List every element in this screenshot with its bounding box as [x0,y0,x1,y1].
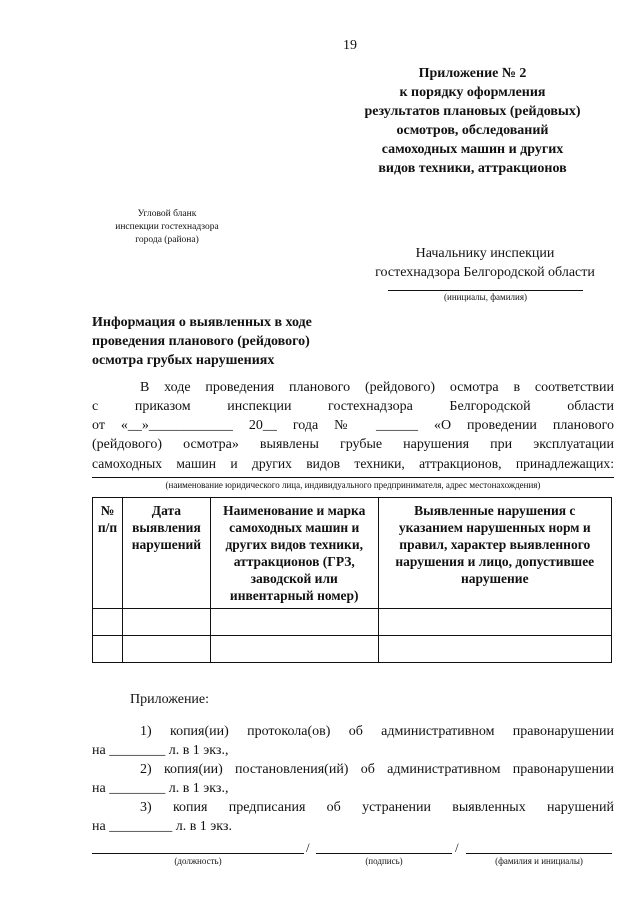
title-line: проведения планового (рейдового) [92,334,310,349]
body-line: самоходных машин и других видов техники, аттракционов, принадлежащих: [92,456,614,471]
appendix-line: к порядку оформления [399,85,546,100]
violations-table [92,497,612,663]
appendix-line: осмотров, обследований [396,123,549,138]
page-number: 19 [343,38,357,53]
recipient-caption: (инициалы, фамилия) [444,292,527,302]
attachments-heading: Приложение: [130,692,210,707]
attachment-item-pages: на ________ л. в 1 экз., [92,743,229,758]
header-number: № п/п [93,498,123,609]
table-cell [378,636,611,663]
corner-stamp-line: Угловой бланк [137,209,197,219]
table-cell [210,636,378,663]
attachment-item-pages: на ________ л. в 1 экз., [92,781,229,796]
appendix-line: видов техники, аттракционов [378,161,567,176]
title-line: Информация о выявленных в ходе [92,315,312,330]
appendix-header [330,64,615,178]
attachment-item: 3) копия предписания об устранении выявленных нарушений [140,800,614,815]
table-cell [378,609,611,636]
corner-stamp-line: города (района) [135,235,199,245]
body-line: В ходе проведения планового (рейдового) осмотра в соответствии [140,380,614,395]
header-date: Дата выявления нарушений [122,498,210,609]
appendix-line: результатов плановых (рейдовых) [364,104,581,119]
document-title [92,313,392,370]
attachment-item: 2) копия(ии) постановления(ий) об административном правонарушении [140,762,614,777]
recipient-name-line [388,290,583,291]
signature-separator: / [306,840,310,855]
name-caption: (фамилия и инициалы) [495,856,583,866]
table-cell [93,609,123,636]
signature-caption: (подпись) [365,856,403,866]
table-header-row [93,498,612,609]
table-row [93,609,612,636]
body-line: от «__»____________ 20__ года № ______ «О проведении планового [92,418,614,433]
position-line [92,853,304,854]
owner-line [92,477,614,478]
table-cell [122,609,210,636]
body-line: с приказом инспекции гостехнадзора Белгородской области [92,399,614,414]
attachment-item: 1) копия(ии) протокола(ов) об административном правонарушении [140,724,614,739]
name-line [466,853,612,854]
body-line: (рейдового) осмотра» выявлены грубые нарушения при эксплуатации [92,437,614,452]
title-line: осмотра грубых нарушениях [92,353,275,368]
table-cell [210,609,378,636]
table-row [93,636,612,663]
appendix-line: Приложение № 2 [418,66,527,81]
table-cell [122,636,210,663]
corner-stamp-line: инспекции гостехнадзора [115,222,219,232]
owner-caption: (наименование юридического лица, индивидуального предпринимателя, адрес местонахождения) [165,480,541,490]
signature-line [316,853,452,854]
signature-separator: / [455,840,459,855]
position-caption: (должность) [174,856,222,866]
header-violations: Выявленные нарушения с указанием нарушенных норм и правил, характер выявленного нарушения и лицо, допустившее нарушение [378,498,611,609]
recipient-line: гостехнадзора Белгородской области [375,265,595,280]
corner-stamp [102,208,232,247]
appendix-line: самоходных машин и других [381,142,564,157]
attachment-item-pages: на _________ л. в 1 экз. [92,819,232,834]
header-machine: Наименование и марка самоходных машин и других видов техники, аттракционов (ГРЗ, заводской или инвентарный номер) [210,498,378,609]
recipient-block [360,244,610,282]
recipient-line: Начальнику инспекции [415,246,555,261]
table-cell [93,636,123,663]
